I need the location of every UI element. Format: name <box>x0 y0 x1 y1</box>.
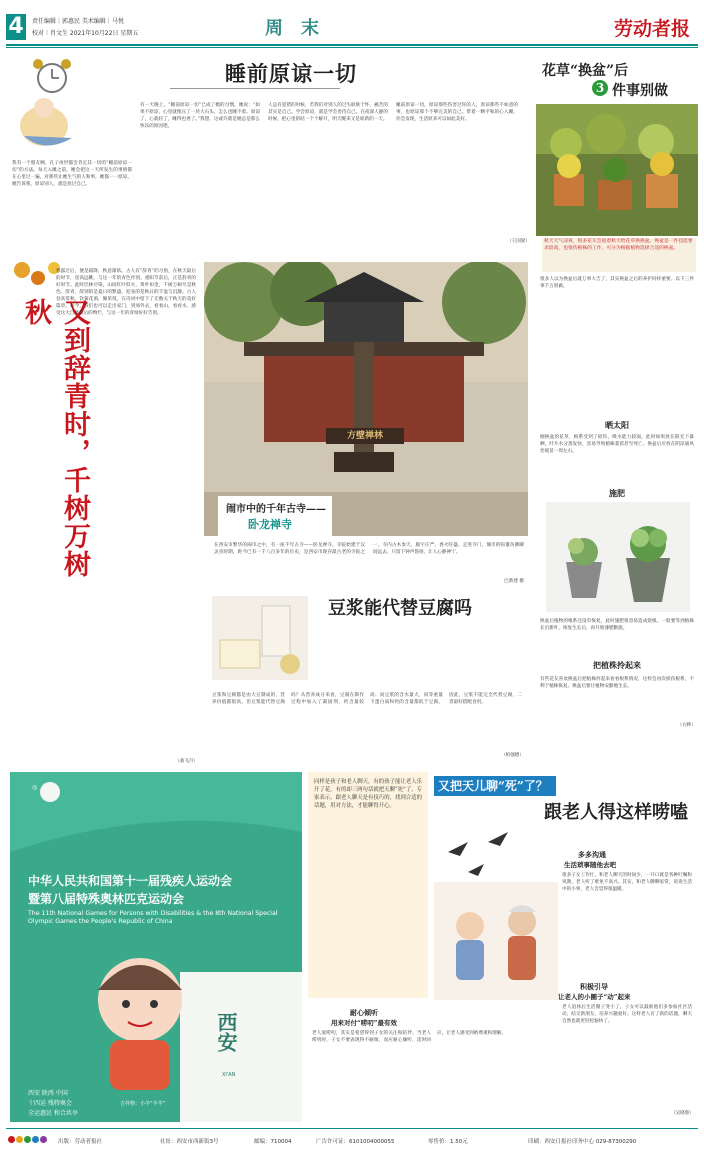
footer-printer: 印刷：西安日报社印务中心 029-87300290 <box>528 1139 637 1145</box>
temple-photographer: 巴新建 摄 <box>504 579 524 584</box>
temple-photo <box>204 262 528 536</box>
ad-footer-line3: 全运惠民 和合共享 <box>28 1110 78 1117</box>
elderly-sec1-body: 很多子女工作忙，和老人聊天的时间少，一开口就是各种叮嘱和说教，老人听了难免不高兴。其实，和老人聊聊家常，说说生活中的小事，老人会觉得很温暖。 <box>562 873 692 892</box>
page-header <box>0 0 704 46</box>
elderly-title: 跟老人得这样唠嗑 <box>544 802 688 823</box>
autumn-title: 又到辞青时，千树万树秋 <box>20 298 90 578</box>
dot-icon <box>40 1136 47 1143</box>
ad-footer-line2: 十四运 残特奥会 <box>28 1100 72 1107</box>
plants-title: 花草“换盆”后 <box>542 63 629 79</box>
temple-sign: 方壁禅林 <box>326 428 404 444</box>
page-footer <box>0 1128 704 1152</box>
temple-title: 闹市中的千年古寺—— <box>226 504 326 515</box>
edition-title: 周末 <box>265 18 337 39</box>
soy-author: （柏强德） <box>501 753 524 758</box>
soy-body: 豆浆和豆腐都是由大豆制成的，营养价值都很高。但豆浆能代替豆腐吗？从营养成分来看，豆腐在制作过程中加入了凝固剂，钙含量较高；而豆浆的含水量大，同等重量下蛋白质和钙的含量都低于豆腐。因此，豆浆不能完全代替豆腐，二者最好搭配食用。 <box>212 693 522 705</box>
dot-icon <box>32 1136 39 1143</box>
footer-rule <box>6 1128 698 1129</box>
plants-sec1-body: 刚换盆的花草，根系受到了损伤，吸水能力较弱，此时如果放在阳光下暴晒，叶片水分蒸发快，容易导致植株萎蔫甚至死亡。换盆后应放在阴凉通风处缓苗一周左右。 <box>540 435 694 454</box>
page-number: 4 <box>6 14 26 40</box>
ad-city: 西安 <box>214 1012 238 1052</box>
sleep-author: （王国梁） <box>507 239 530 244</box>
ad-footer-line1: 西安 陕西 中国 <box>28 1090 68 1097</box>
header-rule-thin <box>6 47 698 48</box>
plants-sec3-title: 把植株拎起来 <box>593 660 641 670</box>
sleep-col4: 睡前原谅一切，原谅那些伤害过你的人，原谅那些不如意的事，也原谅那个不够完美的自己。带着一颗平和的心入睡，你会发现，生活原来可以如此美好。 <box>396 103 518 122</box>
clock-illustration-icon <box>14 56 84 156</box>
plants-author: （白桦） <box>677 723 696 728</box>
plants-body: 很多人以为换盆后就万事大吉了，其实换盆之后的养护同样重要。以下三件事千万别做。 <box>540 277 694 289</box>
temple-photo-image <box>204 262 528 536</box>
swallows-illustration <box>438 822 528 882</box>
footer-address: 社址：西安市西新街3号 <box>160 1139 219 1145</box>
plants-sec2-body: 换盆后植物的根系还没有恢复，此时施肥很容易造成烧根。一般要等到植株长出新叶、恢复生长后，再开始薄肥勤施。 <box>540 619 694 631</box>
succulent-pots-illustration <box>546 502 690 612</box>
autumn-author: （桑飞月） <box>175 759 198 764</box>
footer-ad-license: 广告许可证：6101004000055 <box>316 1139 395 1145</box>
plant-pots-photo <box>536 104 698 236</box>
article-sleep <box>10 52 530 252</box>
temple-title-box <box>218 496 332 536</box>
elderly-sec1-sub: 生活琐事随他去吧 <box>564 861 616 869</box>
article-soy <box>204 588 528 763</box>
temple-subtitle: 卧龙禅寺 <box>248 518 292 531</box>
plants-title2: 件事别做 <box>612 83 668 99</box>
sleep-col1: 我有一个朋友啊，孔子再世都会肯定其一切的“睡前原谅一切”的方法。每天入睡之前，她会把这一天所发生的事情都在心里过一遍，对那些让她生气的人和事，她都一一原谅。她告诉我，原谅别人，就是放过自己。 <box>12 161 132 187</box>
ad-line2: 暨第八届特殊奥林匹克运动会 <box>28 892 185 906</box>
ad-english: The 11th National Games for Persons with Disabilities & the 8th National Special Olympic Games the People's Republic of China <box>28 910 278 925</box>
ad-games <box>10 772 302 1122</box>
elderly-banner: 又把天儿聊“死”了？ <box>434 776 556 796</box>
elderly-sec2-body: 老人退休后生活圈子变小了，子女可以鼓励他们多参加社区活动，结交新朋友，培养兴趣爱好。这样老人有了新的话题，聊天自然也就更轻松愉快了。 <box>562 1005 692 1024</box>
article-autumn <box>10 258 198 768</box>
elderly-mid-body: 老人爱唠叨，其实是希望得到子女的关注和陪伴。当老人唠叨时，子女不要表现得不耐烦，而应耐心倾听，适时回应，让老人感受到被尊重和理解。 <box>312 1031 506 1043</box>
elderly-intro: 同样是孩子和老人聊天，有的孩子能让老人乐开了花，有的却三两句话就把天聊“死”了。专家表示，跟老人聊天是有技巧的，找到合适的话题，用对方法，才能聊得开心。 <box>314 779 422 809</box>
footer-publisher: 出版：劳动者报社 <box>58 1139 103 1145</box>
plants-caption: 秋天天气凉爽，很多花友会趁着秋天给花草换换盆。换盆是一件技能要求较高，也很伤植株的工作，可分为根据植物选择合适的换盆。 <box>542 238 696 272</box>
article-sleep-title: 睡前原谅一切 <box>225 61 357 86</box>
header-meta-line2: 校对｜肖文生 2021年10月22日 星期五 <box>32 30 139 37</box>
title-rule <box>170 88 340 89</box>
elderly-sec2-sub: 让老人的小圈子“动”起来 <box>558 993 631 1001</box>
mascot-illustration <box>80 950 200 1100</box>
plants-sec1-title: 晒太阳 <box>605 420 629 430</box>
article-elderly <box>308 772 698 1122</box>
paper-logo: 劳动者报 <box>613 18 690 40</box>
plants-number-badge: 3 <box>592 80 608 96</box>
sleep-col3: 人总有犯错的时候，若我们对别人的过失耿耿于怀，痛苦的其实是自己。学会原谅，就是学会善待自己。在夜深人静的时候，把心里的结一个个解开，明天醒来又是崭新的一天。 <box>268 103 388 122</box>
temple-body: 在西安市繁华的闹市之中，有一座千年古寺——卧龙禅寺。寺院始建于汉灵帝时期，距今已有一千八百多年的历史，是西安市现存最古老的寺院之一。寺内古木参天，殿宇庄严，香火旺盛。走进寺门，城市的喧嚣仿佛瞬间远去，只留下钟声悠扬，让人心静神宁。 <box>214 543 524 555</box>
ad-mascot-caption: 吉祥物：小羊“羊羊” <box>120 1101 166 1107</box>
header-rule <box>6 44 698 46</box>
elderly-mid-title: 耐心倾听 <box>350 1008 378 1017</box>
ad-city-en: XI'AN <box>222 1072 236 1078</box>
dot-icon <box>8 1136 15 1143</box>
ad-logo-mark: ◎ <box>32 784 38 791</box>
article-plants <box>536 52 698 687</box>
elderly-author: （吴晓蓉） <box>671 1111 694 1116</box>
elderly-mid-sub: 用来对付“唠叨”最有效 <box>331 1019 397 1027</box>
family-chat-illustration <box>434 882 558 1000</box>
footer-dots <box>8 1136 48 1143</box>
elderly-sec2-title: 积极引导 <box>580 982 608 991</box>
footer-zip: 邮编：710004 <box>254 1139 292 1145</box>
plants-sec3-body: 有些花友喜欢换盆后把植株拎起来看看根系情况，这样会再次损伤根系，不利于植株恢复。换盆后要让植物安静地生长。 <box>540 677 694 689</box>
sleep-col2: 有一天晚上，“睡前原谅一切”已成了她的习惯。她说：“如果不原谅，心里就像压了一块大石头，怎么也睡不着。原谅了，心就轻了，睡得也香了。”我想，这或许就是她总是那么快乐的原因吧。 <box>140 103 260 129</box>
elderly-intro-box <box>308 772 428 998</box>
plants-sec2-title: 施肥 <box>609 488 625 498</box>
header-meta-line1: 责任编辑｜郭惠民 美术编辑｜马悦 <box>32 18 124 25</box>
dot-icon <box>16 1136 23 1143</box>
dot-icon <box>24 1136 31 1143</box>
soy-title: 豆浆能代替豆腐吗 <box>328 598 472 619</box>
footer-price: 零售价：1.50元 <box>428 1139 468 1145</box>
elderly-sec1-title: 多多沟通 <box>578 850 606 859</box>
ad-line1: 中华人民共和国第十一届残疾人运动会 <box>28 874 233 888</box>
autumn-body: 寒露过后，便是霜降，秋意渐浓。古人有“辞青”的习俗，在秋天最后的时节，登高远眺，与这一年的青色作别。重阳节前后，正是辞青的好时节。此时层林尽染，山间红叶似火，黄叶如金，千树万树尽是秋色。辞青，辞别的是夏日的繁盛，迎来的是秋日的丰盈与沉静。古人登高赏秋，饮菊花酒，佩茱萸，在诗词中留下了无数关于秋天的美好篇章。如今，我们也可以走出家门，到郊外去，看看山，看看水，感受这大自然最后的绚烂，与这一年的青绿好好告别。 <box>56 269 196 316</box>
soymilk-tofu-illustration <box>204 588 316 688</box>
